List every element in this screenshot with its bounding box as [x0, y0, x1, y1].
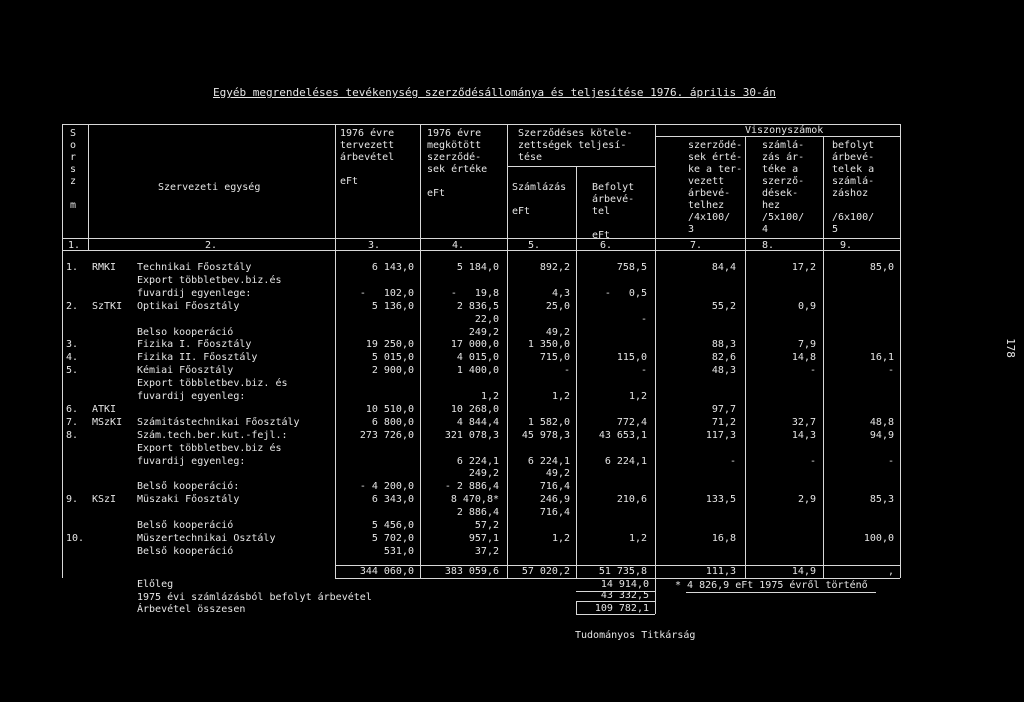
total-value: 57 020,2 [521, 566, 570, 577]
row-number: 9. [66, 494, 79, 505]
row-value: 5 136,0 [371, 301, 414, 312]
header-col4-line: eFt [427, 188, 446, 199]
header-col4-line: sek értéke [427, 164, 488, 175]
header-col4-line: 1976 évre [427, 128, 482, 139]
header-col5-line: Számlázás [512, 182, 567, 193]
header-col7-line: /4x100/ [688, 212, 731, 223]
row-value: 85,3 [869, 494, 894, 505]
row-value: 55,2 [711, 301, 736, 312]
row-value: 2 836,5 [456, 301, 499, 312]
total-value: 344 060,0 [359, 566, 414, 577]
row-value: 2 900,0 [371, 365, 414, 376]
header-col9-line: záshoz [832, 188, 869, 199]
footer-eloleg-value: 14 914,0 [600, 579, 649, 590]
row-value: 246,9 [539, 494, 570, 505]
header-col9-line: számlá- [832, 176, 875, 187]
row-value: 5 702,0 [371, 533, 414, 544]
header-unit: Szervezeti egység [158, 182, 261, 193]
vline [335, 124, 336, 578]
row-value: - [563, 365, 570, 376]
column-number: 4. [452, 240, 465, 251]
row-value: - [640, 365, 647, 376]
header-sorszam-letter: r [70, 152, 77, 163]
header-col6-line: Befolyt [592, 182, 635, 193]
row-label: Optikai Főosztály [137, 301, 240, 312]
total-value: 383 059,6 [444, 566, 499, 577]
row-label: Belso kooperáció [137, 327, 234, 338]
row-value: 5 456,0 [371, 520, 414, 531]
row-value: 1,2 [628, 533, 647, 544]
footer-osszesen-value: 109 782,1 [594, 603, 649, 614]
row-value: - 102,0 [359, 288, 414, 299]
row-value: 94,9 [869, 430, 894, 441]
header-col7-line: szerződé- [688, 140, 743, 151]
vline [62, 124, 63, 578]
row-number: 6. [66, 404, 79, 415]
row-value: 1,2 [480, 391, 499, 402]
footer-eloleg-label: Előleg [137, 579, 174, 590]
row-label: Fizika II. Főosztály [137, 352, 258, 363]
header-col567-line: zettségek teljesí- [518, 140, 627, 151]
row-value: 716,4 [539, 481, 570, 492]
row-value: 17 000,0 [450, 339, 499, 350]
row-value: 2,9 [797, 494, 816, 505]
header-col9-line: befolyt [832, 140, 875, 151]
row-value: 133,5 [705, 494, 736, 505]
row-value: 2 886,4 [456, 507, 499, 518]
row-label: fuvardij egyenleg: [137, 456, 246, 467]
row-value: 57,2 [474, 520, 499, 531]
row-value: 22,0 [474, 314, 499, 325]
header-col4-line: szerződé- [427, 152, 482, 163]
row-label: Technikai Főosztály [137, 262, 252, 273]
header-col5-line: eFt [512, 206, 531, 217]
row-value: 82,6 [711, 352, 736, 363]
total-value: 14,9 [791, 566, 816, 577]
row-value: 210,6 [616, 494, 647, 505]
row-value: 4,3 [551, 288, 570, 299]
row-value: 758,5 [616, 262, 647, 273]
header-sorszam-letter: o [70, 140, 77, 151]
header-col7-line: 3 [688, 224, 695, 235]
row-value: 48,3 [711, 365, 736, 376]
header-col3-line: tervezett [340, 140, 395, 151]
footer-box-line [655, 578, 656, 614]
header-col8-line: téke a [762, 164, 799, 175]
row-value: 273 726,0 [359, 430, 414, 441]
header-col7-line: vezett [688, 176, 725, 187]
row-value: 249,2 [468, 327, 499, 338]
footer-befolyt-label: 1975 évi számlázásból befolyt árbevétel [137, 592, 372, 603]
row-value: 715,0 [539, 352, 570, 363]
row-value: 25,0 [545, 301, 570, 312]
row-value: 17,2 [791, 262, 816, 273]
row-code: KSzI [92, 494, 117, 505]
row-value: 45 978,3 [521, 430, 570, 441]
row-value: 4 015,0 [456, 352, 499, 363]
row-value: 8 470,8* [450, 494, 499, 505]
row-value: 5 015,0 [371, 352, 414, 363]
row-label: Export többletbev.biz. és [137, 378, 288, 389]
row-value: 6 224,1 [456, 456, 499, 467]
row-label: Export többletbev.biz.és [137, 275, 282, 286]
row-value: - [887, 365, 894, 376]
row-label: Szám.tech.ber.kut.-fejl.: [137, 430, 288, 441]
header-col8-line: zás ár- [762, 152, 805, 163]
header-col6-line: tel [592, 206, 611, 217]
header-col6-line: eFt [592, 230, 611, 241]
row-number: 2. [66, 301, 79, 312]
row-value: 1 350,0 [527, 339, 570, 350]
column-number: 5. [528, 240, 541, 251]
header-sorszam-letter: S [70, 128, 77, 139]
row-number: 10. [66, 533, 85, 544]
row-number: 8. [66, 430, 79, 441]
header-col8-line: hez [762, 200, 781, 211]
header-bottom-line [62, 238, 900, 239]
row-label: Belső kooperáció [137, 520, 234, 531]
row-value: 32,7 [791, 417, 816, 428]
row-value: 1,2 [551, 391, 570, 402]
row-value: 0,9 [797, 301, 816, 312]
header-col9-line: árbevé- [832, 152, 875, 163]
row-value: 6 224,1 [527, 456, 570, 467]
column-number: 3. [368, 240, 381, 251]
row-value: 48,8 [869, 417, 894, 428]
vline [655, 124, 656, 578]
row-number: 1. [66, 262, 79, 273]
header-col8-line: számlá- [762, 140, 805, 151]
column-number: 2. [205, 240, 218, 251]
header-col8-line: 4 [762, 224, 769, 235]
row-number: 3. [66, 339, 79, 350]
row-value: 16,1 [869, 352, 894, 363]
row-number: 7. [66, 417, 79, 428]
row-value: 88,3 [711, 339, 736, 350]
row-value: - [809, 456, 816, 467]
c567-line [507, 166, 655, 167]
row-value: 892,2 [539, 262, 570, 273]
header-col7-line: sek érté- [688, 152, 743, 163]
header-col8-line: dések- [762, 188, 799, 199]
side-page-number: 178 [1003, 338, 1017, 358]
row-value: 117,3 [705, 430, 736, 441]
column-number: 6. [600, 240, 613, 251]
footer-befolyt-value: 43 332,5 [600, 590, 649, 601]
vline [900, 124, 901, 578]
row-label: fuvardij egyenleg: [137, 391, 246, 402]
row-label: Belső kooperáció [137, 546, 234, 557]
header-col9-line: telek a [832, 164, 875, 175]
row-value: 43 653,1 [598, 430, 647, 441]
header-col7-line: ke a ter- [688, 164, 743, 175]
footer-note: * 4 826,9 eFt 1975 évről történő [675, 580, 868, 591]
row-code: RMKI [92, 262, 117, 273]
row-value: 1,2 [628, 391, 647, 402]
row-value: 249,2 [468, 468, 499, 479]
row-value: 6 343,0 [371, 494, 414, 505]
header-col567-line: Szerződéses kötele- [518, 128, 633, 139]
column-number: 9. [840, 240, 853, 251]
row-value: 6 143,0 [371, 262, 414, 273]
row-value: 16,8 [711, 533, 736, 544]
header-col7-line: árbevé- [688, 188, 731, 199]
row-value: - [640, 314, 647, 325]
row-label: Számitástechnikai Főosztály [137, 417, 300, 428]
row-value: 37,2 [474, 546, 499, 557]
row-label: Müszertechnikai Osztály [137, 533, 276, 544]
header-sorszam-letter: m [70, 200, 77, 211]
header-col3-line: árbevétel [340, 152, 395, 163]
colnum-bottom-line [62, 250, 900, 251]
header-sorszam-letter: s [70, 164, 77, 175]
row-value: - 19,8 [450, 288, 499, 299]
column-number: 7. [690, 240, 703, 251]
row-value: 957,1 [468, 533, 499, 544]
row-value: 772,4 [616, 417, 647, 428]
total-value: , [887, 566, 894, 577]
row-label: Belső kooperáció: [137, 481, 240, 492]
header-col8-line: szerző- [762, 176, 805, 187]
row-value: 49,2 [545, 327, 570, 338]
total-value: 111,3 [705, 566, 736, 577]
row-value: 6 800,0 [371, 417, 414, 428]
row-value: 71,2 [711, 417, 736, 428]
header-col3-line: eFt [340, 176, 359, 187]
column-number: 8. [762, 240, 775, 251]
row-value: 100,0 [863, 533, 894, 544]
row-value: 115,0 [616, 352, 647, 363]
header-col567-line: tése [518, 152, 543, 163]
footer-signature: Tudományos Titkárság [575, 630, 696, 641]
header-sorszam-letter: z [70, 176, 77, 187]
row-code: MSzKI [92, 417, 123, 428]
row-value: 97,7 [711, 404, 736, 415]
row-value: 6 224,1 [604, 456, 647, 467]
row-value: - [729, 456, 736, 467]
row-value: 5 184,0 [456, 262, 499, 273]
row-label: Kémiai Főosztály [137, 365, 234, 376]
row-value: 14,8 [791, 352, 816, 363]
page-title: Egyéb megrendeléses tevékenység szerződésállománya és teljesítése 1976. április 30-án [213, 86, 776, 99]
row-label: Export többletbev.biz és [137, 443, 282, 454]
row-value: 49,2 [545, 468, 570, 479]
row-number: 4. [66, 352, 79, 363]
header-col4-line: megkötött [427, 140, 482, 151]
total-value: 51 735,8 [598, 566, 647, 577]
row-value: 14,3 [791, 430, 816, 441]
footer-box-line [686, 592, 876, 593]
header-col7-line: telhez [688, 200, 725, 211]
header-col8-line: /5x100/ [762, 212, 805, 223]
vline [88, 124, 89, 251]
row-value: 84,4 [711, 262, 736, 273]
row-value: - 4 200,0 [359, 481, 414, 492]
row-value: 716,4 [539, 507, 570, 518]
row-value: 1 400,0 [456, 365, 499, 376]
row-value: 85,0 [869, 262, 894, 273]
header-col3-line: 1976 évre [340, 128, 395, 139]
row-value: - 0,5 [604, 288, 647, 299]
row-value: 531,0 [383, 546, 414, 557]
row-number: 5. [66, 365, 79, 376]
column-number: 1. [68, 240, 81, 251]
row-value: 7,9 [797, 339, 816, 350]
row-code: SzTKI [92, 301, 123, 312]
row-value: - 2 886,4 [444, 481, 499, 492]
header-col9-line: /6x100/ [832, 212, 875, 223]
row-value: 1,2 [551, 533, 570, 544]
row-value: 321 078,3 [444, 430, 499, 441]
row-label: fuvardij egyenlege: [137, 288, 252, 299]
header-col6-line: árbevé- [592, 194, 635, 205]
row-value: - [887, 456, 894, 467]
header-viszonyszamok: Viszonyszámok [745, 125, 824, 136]
row-value: - [809, 365, 816, 376]
row-label: Fizika I. Főosztály [137, 339, 252, 350]
row-value: 10 268,0 [450, 404, 499, 415]
row-value: 4 844,4 [456, 417, 499, 428]
footer-osszesen-label: Árbevétel összesen [137, 604, 246, 615]
row-value: 19 250,0 [365, 339, 414, 350]
row-value: 1 582,0 [527, 417, 570, 428]
row-value: 10 510,0 [365, 404, 414, 415]
header-col9-line: 5 [832, 224, 839, 235]
row-code: ATKI [92, 404, 117, 415]
row-label: Müszaki Főosztály [137, 494, 240, 505]
